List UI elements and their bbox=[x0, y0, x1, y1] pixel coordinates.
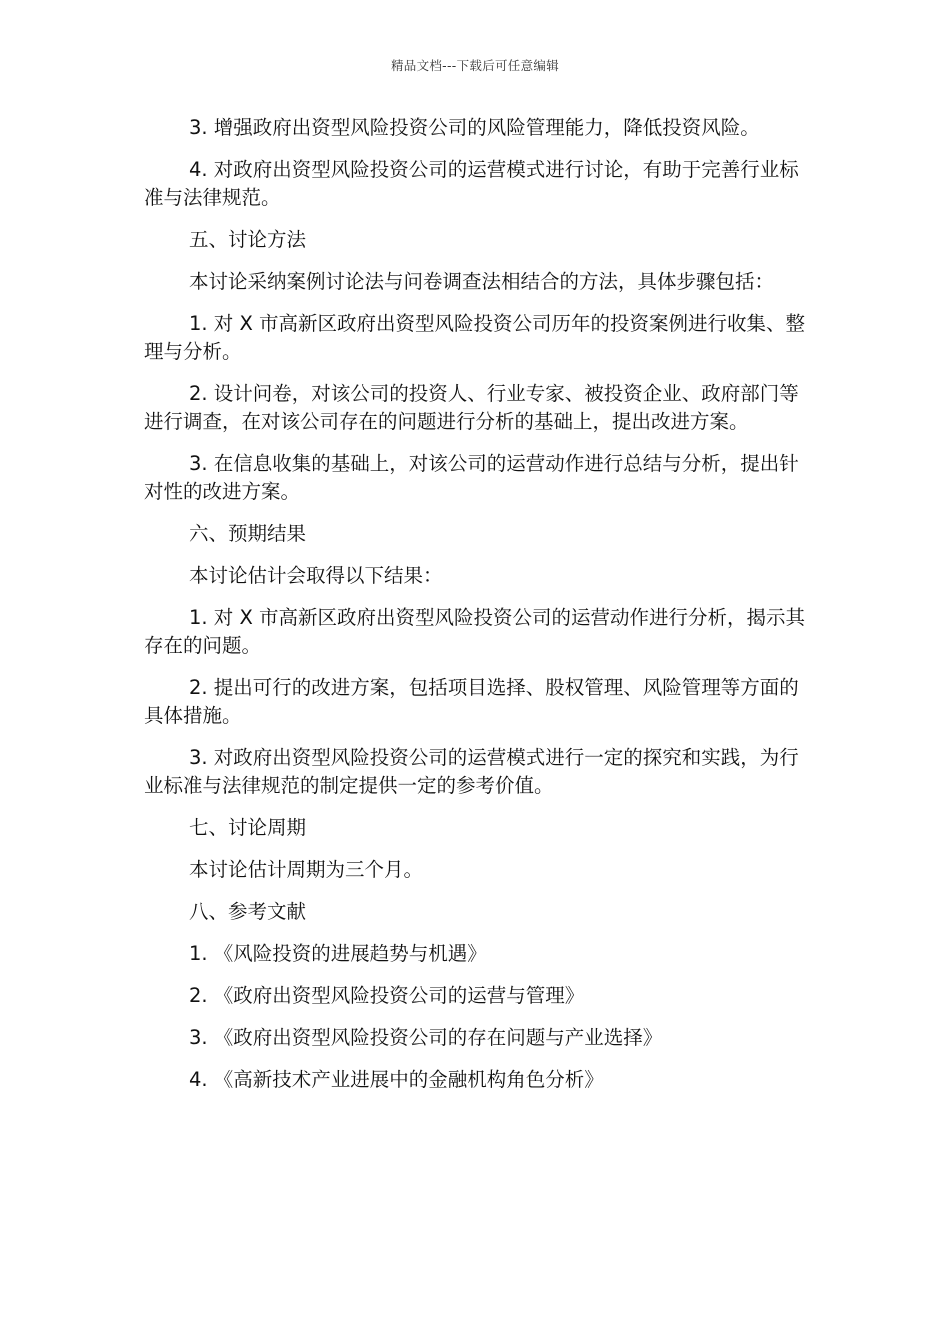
paragraph-period: 本讨论估计周期为三个月。 bbox=[189, 858, 424, 881]
paragraph-result-3: 3. 对政府出资型风险投资公司的运营模式进行一定的探究和实践，为行业标准与法律规范的制定提供一定的参考价值。 bbox=[144, 746, 799, 797]
document-body bbox=[144, 114, 808, 1108]
section-heading-period: 七、讨论周期 bbox=[189, 816, 307, 839]
paragraph-method-step-1: 1. 对 X 市高新区政府出资型风险投资公司历年的投资案例进行收集、整理与分析。 bbox=[144, 312, 806, 363]
paragraph-result-2: 2. 提出可行的改进方案，包括项目选择、股权管理、风险管理等方面的具体措施。 bbox=[144, 676, 799, 727]
paragraph-result-1: 1. 对 X 市高新区政府出资型风险投资公司的运营动作进行分析，揭示其存在的问题。 bbox=[144, 606, 806, 657]
paragraph-results-intro: 本讨论估计会取得以下结果： bbox=[189, 564, 443, 587]
section-heading-references: 八、参考文献 bbox=[189, 900, 307, 923]
paragraph-goal-3: 3. 增强政府出资型风险投资公司的风险管理能力，降低投资风险。 bbox=[189, 116, 760, 139]
reference-item-1: 1. 《风险投资的进展趋势与机遇》 bbox=[189, 942, 487, 965]
paragraph-method-step-2: 2. 设计问卷，对该公司的投资人、行业专家、被投资企业、政府部门等进行调查，在对该公司存在的问题进行分析的基础上，提出改进方案。 bbox=[144, 382, 799, 433]
paragraph-goal-4: 4. 对政府出资型风险投资公司的运营模式进行讨论，有助于完善行业标准与法律规范。 bbox=[144, 158, 799, 209]
page-header: 精品文档---下载后可任意编辑 bbox=[390, 58, 560, 73]
reference-item-2: 2. 《政府出资型风险投资公司的运营与管理》 bbox=[189, 984, 585, 1007]
reference-item-4: 4. 《高新技术产业进展中的金融机构角色分析》 bbox=[189, 1068, 604, 1091]
section-heading-methods: 五、讨论方法 bbox=[189, 228, 307, 251]
reference-item-3: 3. 《政府出资型风险投资公司的存在问题与产业选择》 bbox=[189, 1026, 663, 1049]
paragraph-methods-intro: 本讨论采纳案例讨论法与问卷调查法相结合的方法，具体步骤包括： bbox=[189, 270, 775, 293]
paragraph-method-step-3: 3. 在信息收集的基础上，对该公司的运营动作进行总结与分析，提出针对性的改进方案。 bbox=[144, 452, 799, 503]
section-heading-expected-results: 六、预期结果 bbox=[189, 522, 307, 545]
